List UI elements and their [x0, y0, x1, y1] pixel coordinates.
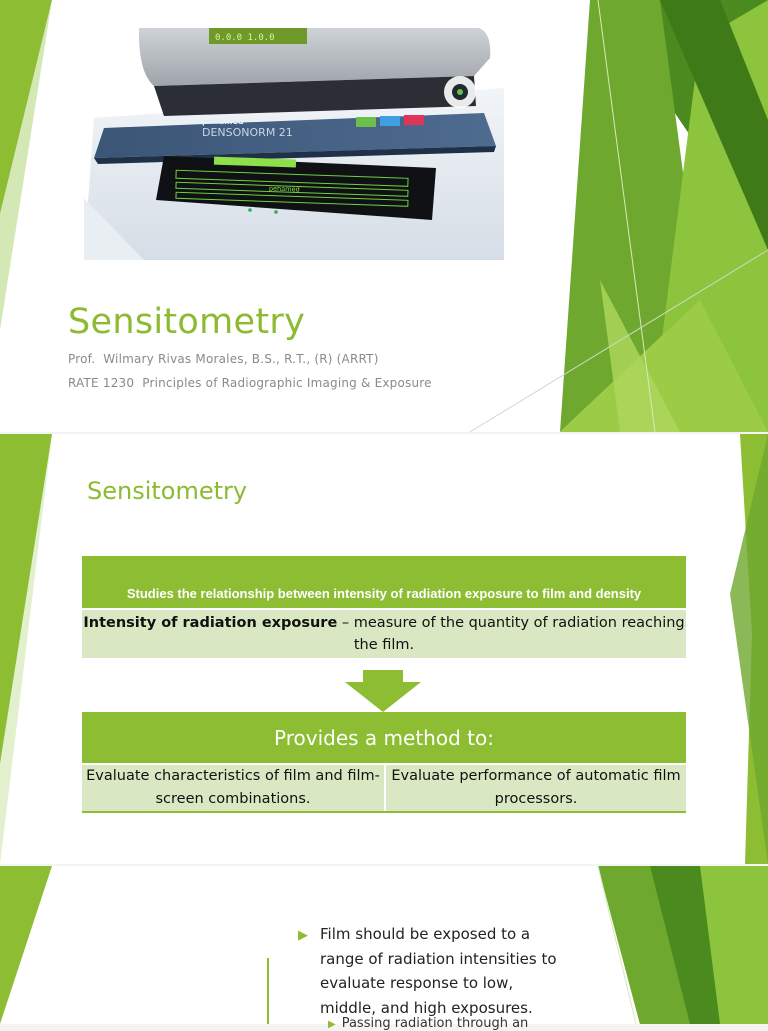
method-heading-box [82, 712, 686, 763]
slide-definition [0, 434, 768, 864]
study-statement-box [82, 556, 686, 608]
method-item-processors: Evaluate performance of automatic film processors. [386, 765, 686, 811]
slide2-title: Sensitometry [87, 477, 248, 505]
table-divider [82, 811, 686, 813]
sub-bullet-arrow-icon: ▶ [328, 1019, 336, 1030]
definition-term: Intensity of radiation exposure [83, 615, 338, 631]
sub-bullet-text: Passing radiation through an [341, 1016, 529, 1031]
model-label: DENSONORM 21 [202, 126, 293, 139]
bullet-item [300, 922, 570, 1020]
slide1-title: Sensitometry [68, 302, 306, 342]
display-text: 0.0.0 1.0.0 [215, 33, 275, 43]
sub-bullet-item [328, 1016, 528, 1031]
study-statement: Studies the relationship between intensity of radiation exposure to film and density [126, 586, 642, 601]
definition-box [82, 610, 686, 658]
definition-rest: – measure of the quantity of radiation reaching the film. [337, 615, 685, 653]
course-line: RATE 1230 Principles of Radiographic Imaging & Exposure [68, 376, 432, 390]
scale-brand-label: pehamed [268, 184, 300, 194]
slide-exposure [0, 866, 768, 1031]
brand-label: pehamed [202, 117, 244, 126]
bullet-arrow-icon: ▶ [298, 928, 308, 943]
down-arrow-icon [345, 670, 421, 712]
author-line: Prof. Wilmary Rivas Morales, B.S., R.T., (R) (ARRT) [68, 352, 379, 366]
method-item-film: Evaluate characteristics of film and film-screen combinations. [82, 765, 384, 811]
slide-title [0, 0, 768, 432]
method-heading: Provides a method to: [274, 725, 494, 750]
densitometer-image [84, 28, 496, 260]
bullet-text: Film should be exposed to a range of radiation intensities to evaluate response to low, middle, and high exposures. [320, 925, 557, 1017]
